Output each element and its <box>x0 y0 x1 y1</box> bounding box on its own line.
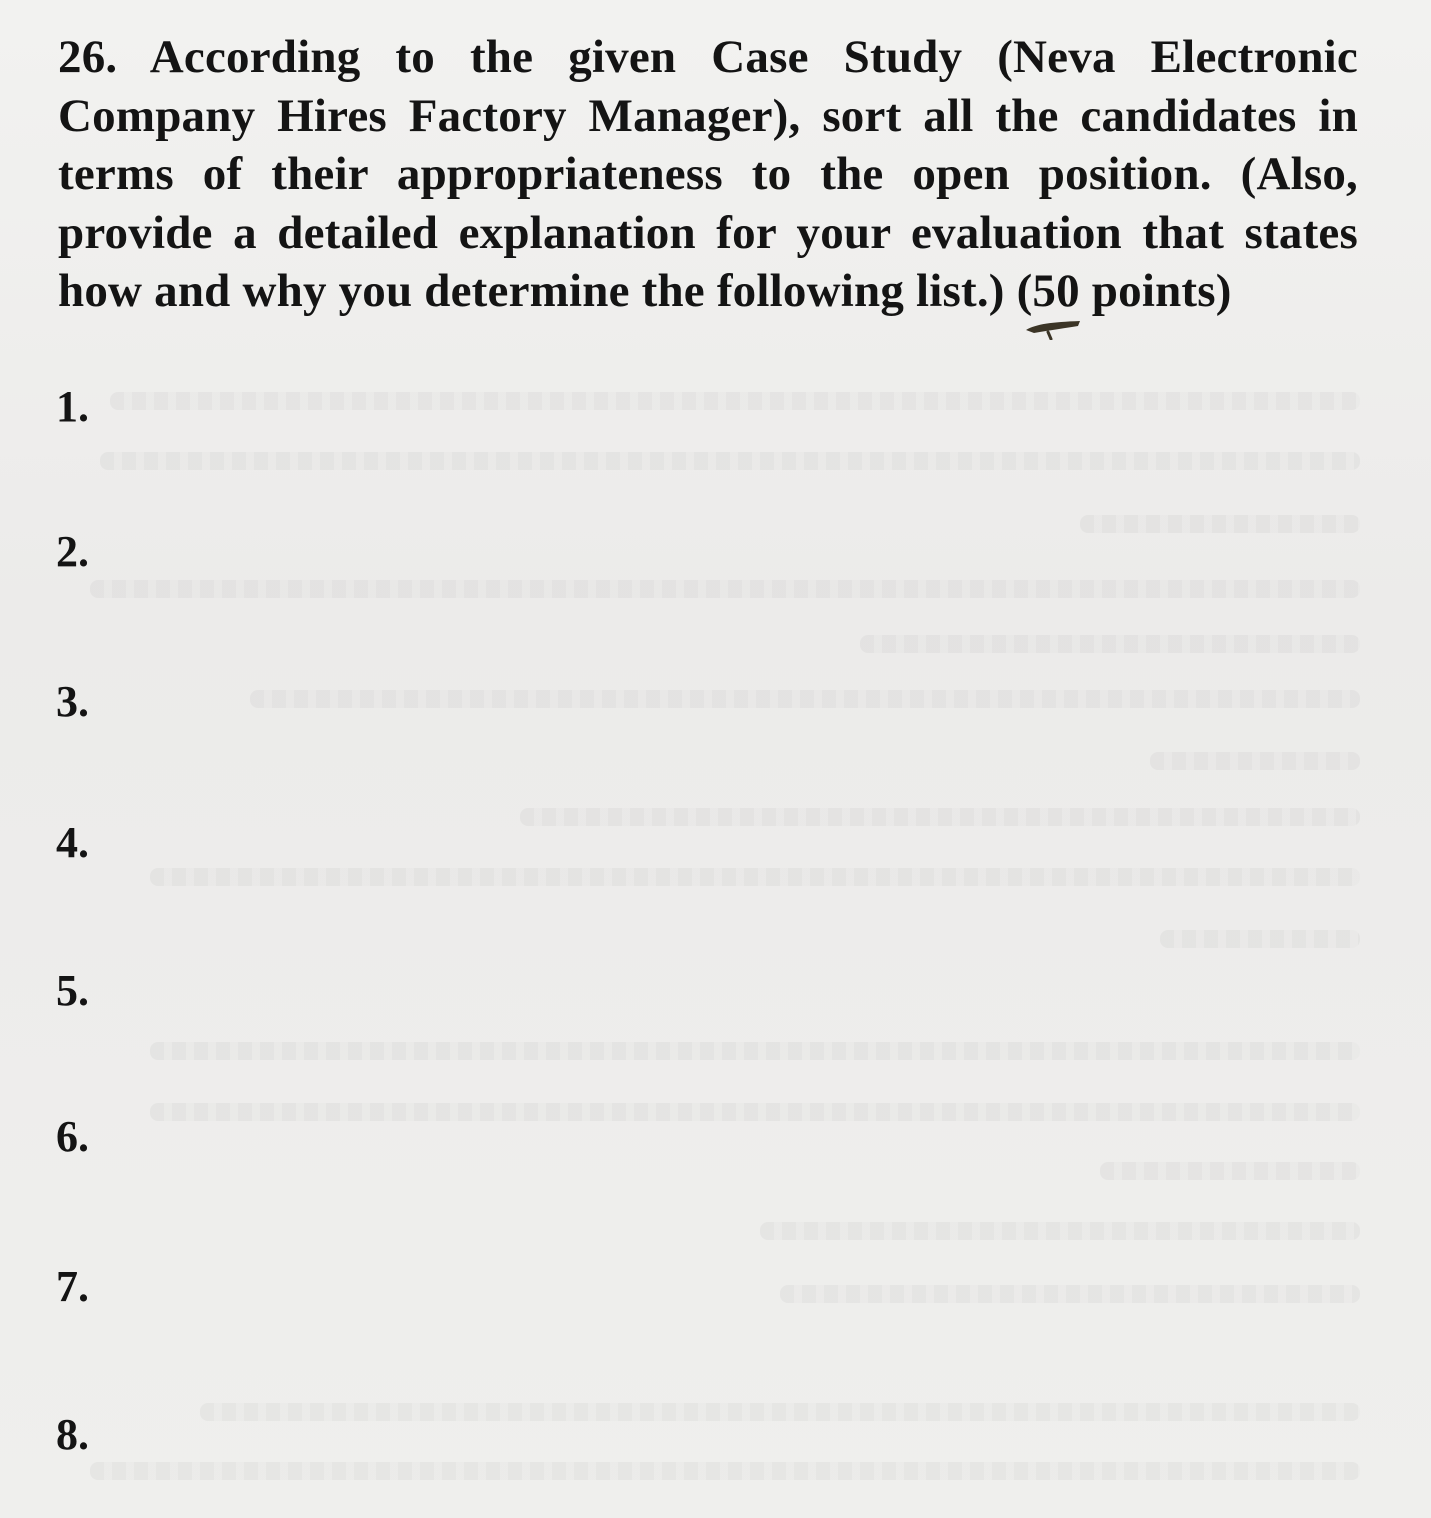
ink-mark-icon <box>1022 318 1084 340</box>
answer-line-4: 4. <box>56 818 89 867</box>
bleed-through-line <box>150 1042 1360 1060</box>
bleed-through-line <box>1150 752 1360 770</box>
answer-line-7: 7. <box>56 1262 89 1311</box>
bleed-through-line <box>860 635 1360 653</box>
bleed-through-line <box>1100 1162 1360 1180</box>
bleed-through-line <box>780 1285 1360 1303</box>
bleed-through-line <box>150 868 1360 886</box>
bleed-through-line <box>100 452 1360 470</box>
bleed-through-line <box>90 1462 1360 1480</box>
bleed-through-line <box>1160 930 1360 948</box>
bleed-through-line <box>90 580 1360 598</box>
answer-line-5: 5. <box>56 966 89 1015</box>
bleed-through-line <box>520 808 1360 826</box>
bleed-through-line <box>200 1403 1360 1421</box>
answer-line-2: 2. <box>56 527 89 576</box>
bleed-through-line <box>760 1222 1360 1240</box>
answer-line-3: 3. <box>56 677 89 726</box>
bleed-through-line <box>150 1103 1360 1121</box>
answer-line-8: 8. <box>56 1410 89 1459</box>
question-text: 26. According to the given Case Study (Neva Electronic Company Hires Factory Manager), sort all the candidates in terms of their appropriateness to the open position. (Also, provide a detailed explanation for your evaluation that states how and why you determine the following list.) (50 points) <box>58 31 1358 317</box>
bleed-through-line <box>1080 515 1360 533</box>
answer-line-6: 6. <box>56 1112 89 1161</box>
answer-line-1: 1. <box>56 382 89 431</box>
bleed-through-line <box>250 690 1360 708</box>
bleed-through-line <box>110 392 1360 410</box>
